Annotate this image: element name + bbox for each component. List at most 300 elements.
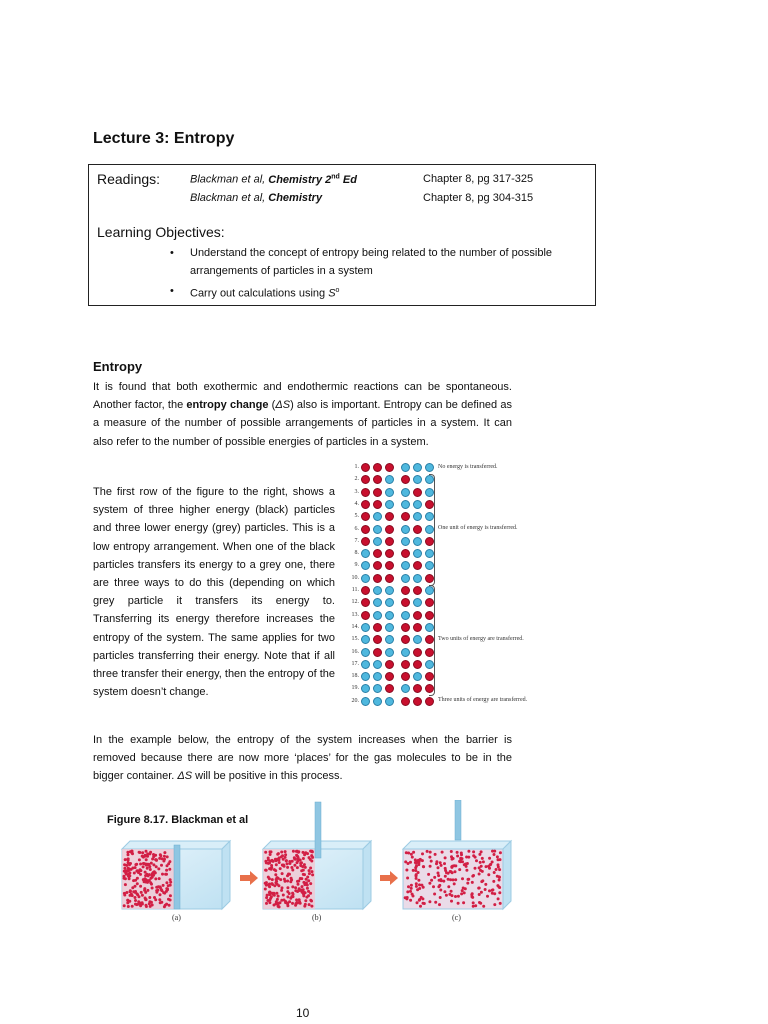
- low-energy-particle: [401, 537, 410, 546]
- gas-particle: [134, 899, 137, 902]
- gas-particle: [309, 892, 312, 895]
- group-label: Three units of energy are transferred.: [438, 697, 528, 704]
- gas-particle: [131, 894, 134, 897]
- gas-particle: [264, 882, 267, 885]
- gas-particle: [161, 873, 164, 876]
- gas-particle: [292, 850, 295, 853]
- gas-particle: [293, 858, 296, 861]
- gas-particle: [299, 862, 302, 865]
- gas-particle: [162, 860, 165, 863]
- low-energy-particle: [401, 574, 410, 583]
- gas-particle: [422, 902, 425, 905]
- gas-particle: [271, 878, 274, 881]
- low-energy-particle: [385, 635, 394, 644]
- gas-particle: [152, 863, 155, 866]
- gas-particle: [275, 892, 278, 895]
- gas-particle: [281, 864, 284, 867]
- low-energy-particle: [373, 512, 382, 521]
- gas-particle: [141, 894, 144, 897]
- gas-particle: [441, 851, 444, 854]
- row-number: 13.: [351, 611, 359, 618]
- caption-a: (a): [172, 913, 181, 922]
- gas-particle: [437, 872, 440, 875]
- gas-particle: [158, 898, 161, 901]
- gas-particle: [269, 860, 272, 863]
- gas-particle: [407, 885, 410, 888]
- low-energy-particle: [385, 648, 394, 657]
- gas-particle: [291, 869, 294, 872]
- high-energy-particle: [361, 463, 370, 472]
- low-energy-particle: [413, 512, 422, 521]
- gas-particle: [409, 899, 412, 902]
- gas-particle: [440, 864, 443, 867]
- row-number: 19.: [351, 685, 359, 692]
- row-number: 18.: [351, 673, 359, 680]
- gas-particle: [415, 874, 418, 877]
- low-energy-particle: [401, 525, 410, 534]
- gas-particle: [273, 904, 276, 907]
- gas-particle: [499, 851, 502, 854]
- high-energy-particle: [373, 549, 382, 558]
- low-energy-particle: [361, 648, 370, 657]
- gas-particle: [147, 874, 150, 877]
- gas-particle: [422, 865, 425, 868]
- low-energy-particle: [401, 648, 410, 657]
- gas-particle: [276, 883, 279, 886]
- gas-particle: [409, 890, 412, 893]
- gas-particle: [306, 887, 309, 890]
- gas-particle: [406, 877, 409, 880]
- gas-particle: [301, 885, 304, 888]
- gas-particle: [479, 869, 482, 872]
- gas-particle: [485, 865, 488, 868]
- high-energy-particle: [385, 660, 394, 669]
- gas-particle: [457, 895, 460, 898]
- container-b: [263, 802, 371, 909]
- gas-particle: [128, 868, 131, 871]
- gas-particle: [296, 866, 299, 869]
- gas-particle: [308, 903, 311, 906]
- gas-particle: [275, 863, 278, 866]
- paragraph-1: It is found that both exothermic and endothermic reactions can be spontaneous. Another factor, the entropy change (ΔS) also is important. Entropy can be defined as a measure of the number of possible arrangements of particles in a system. It can also refer to the number of possible energies of particles in a system.: [93, 381, 512, 448]
- gas-particle: [440, 879, 443, 882]
- gas-particle: [141, 901, 144, 904]
- gas-particle: [302, 891, 305, 894]
- gas-particle: [444, 867, 447, 870]
- gas-particle: [433, 893, 436, 896]
- gas-particle: [284, 853, 287, 856]
- gas-particle: [487, 873, 490, 876]
- gas-particle: [151, 904, 154, 907]
- gas-particle: [133, 872, 136, 875]
- low-energy-particle: [401, 684, 410, 693]
- caption-b: (b): [312, 913, 322, 922]
- gas-particle: [268, 885, 271, 888]
- low-energy-particle: [385, 500, 394, 509]
- gas-particle: [450, 850, 453, 853]
- gas-particle: [268, 867, 271, 870]
- gas-particle: [472, 901, 475, 904]
- gas-particle: [311, 873, 314, 876]
- high-energy-particle: [401, 549, 410, 558]
- gas-particle: [456, 855, 459, 858]
- gas-particle: [265, 902, 268, 905]
- low-energy-particle: [401, 500, 410, 509]
- gas-particle: [304, 866, 307, 869]
- gas-particle: [138, 858, 141, 861]
- gas-particle: [290, 877, 293, 880]
- low-energy-particle: [401, 463, 410, 472]
- low-energy-particle: [413, 475, 422, 484]
- gas-particle: [454, 870, 457, 873]
- gas-particle: [310, 854, 313, 857]
- particle-arrangement-figure: [341, 458, 529, 714]
- gas-particle: [286, 890, 289, 893]
- gas-particle: [169, 894, 172, 897]
- gas-particle: [298, 900, 301, 903]
- gas-particle: [434, 853, 437, 856]
- gas-particle: [157, 885, 160, 888]
- low-energy-particle: [373, 672, 382, 681]
- gas-particle: [275, 900, 278, 903]
- gas-particle: [268, 901, 271, 904]
- gas-particle: [148, 896, 151, 899]
- gas-particle: [459, 857, 462, 860]
- high-energy-particle: [413, 660, 422, 669]
- gas-particle: [123, 904, 126, 907]
- row-number: 11.: [351, 587, 359, 593]
- gas-particle: [295, 898, 298, 901]
- gas-particle: [147, 863, 150, 866]
- gas-particle: [416, 901, 419, 904]
- gas-particle: [297, 851, 300, 854]
- gas-particle: [127, 875, 130, 878]
- gas-particle: [460, 852, 463, 855]
- gas-particle: [139, 863, 142, 866]
- gas-particle: [136, 882, 139, 885]
- gas-particle: [157, 867, 160, 870]
- paragraph-3: In the example below, the entropy of the system increases when the barrier is removed because there are now more ‘places’ for the gas molecules to be in the bigger container. ΔS will be positive in this process.: [93, 734, 512, 783]
- reading-row-1: Blackman et al, Chemistry 2nd Ed: [190, 173, 357, 186]
- gas-particle: [274, 873, 277, 876]
- gas-particle: [499, 858, 502, 861]
- gas-particle: [481, 857, 484, 860]
- gas-expansion-svg: [100, 800, 530, 930]
- group-brace: [429, 474, 435, 585]
- group-brace: [429, 585, 435, 696]
- gas-particle: [493, 892, 496, 895]
- high-energy-particle: [413, 488, 422, 497]
- row-number: 12.: [351, 599, 359, 606]
- gas-particle: [159, 901, 162, 904]
- gas-particle: [294, 886, 297, 889]
- high-energy-particle: [413, 611, 422, 620]
- gas-particle: [279, 867, 282, 870]
- gas-particle: [420, 884, 423, 887]
- high-energy-particle: [373, 475, 382, 484]
- gas-particle: [411, 856, 414, 859]
- gas-particle: [428, 882, 431, 885]
- high-energy-particle: [401, 672, 410, 681]
- gas-particle: [433, 876, 436, 879]
- gas-particle: [169, 899, 172, 902]
- gas-particle: [145, 905, 148, 908]
- gas-particle: [143, 862, 146, 865]
- low-energy-particle: [373, 537, 382, 546]
- gas-particle: [134, 896, 137, 899]
- gas-particle: [417, 879, 420, 882]
- gas-particle: [155, 859, 158, 862]
- learning-objectives-label: Learning Objectives:: [97, 224, 225, 240]
- gas-particle: [472, 905, 475, 908]
- gas-particle: [435, 862, 438, 865]
- gas-particle: [139, 868, 142, 871]
- gas-particle: [294, 902, 297, 905]
- gas-particle: [439, 896, 442, 899]
- gas-particle: [451, 858, 454, 861]
- page-title: Lecture 3: Entropy: [93, 130, 235, 147]
- high-energy-particle: [401, 598, 410, 607]
- gas-particle: [410, 853, 413, 856]
- gas-particle: [291, 885, 294, 888]
- gas-particle: [137, 903, 140, 906]
- low-energy-particle: [385, 488, 394, 497]
- gas-particle: [478, 853, 481, 856]
- gas-particle: [445, 894, 448, 897]
- gas-particle: [306, 876, 309, 879]
- gas-particle: [495, 868, 498, 871]
- gas-particle: [412, 851, 415, 854]
- gas-particle: [482, 860, 485, 863]
- low-energy-particle: [373, 684, 382, 693]
- gas-particle: [309, 867, 312, 870]
- high-energy-particle: [413, 586, 422, 595]
- gas-particle: [498, 891, 501, 894]
- gas-particle: [159, 854, 162, 857]
- gas-particle: [166, 855, 169, 858]
- arrow-icon: [380, 871, 398, 885]
- gas-particle: [163, 905, 166, 908]
- gas-particle: [286, 904, 289, 907]
- gas-particle: [164, 873, 167, 876]
- high-energy-particle: [373, 500, 382, 509]
- gas-particle: [465, 856, 468, 859]
- gas-particle: [273, 868, 276, 871]
- high-energy-particle: [385, 463, 394, 472]
- gas-particle: [474, 904, 477, 907]
- gas-particle: [165, 869, 168, 872]
- gas-particle: [414, 866, 417, 869]
- gas-particle: [419, 858, 422, 861]
- gas-particle: [266, 894, 269, 897]
- gas-particle: [128, 900, 131, 903]
- gas-particle: [123, 875, 126, 878]
- gas-particle: [289, 880, 292, 883]
- high-energy-particle: [401, 586, 410, 595]
- gas-particle: [493, 903, 496, 906]
- gas-particle: [146, 867, 149, 870]
- gas-particle: [419, 905, 422, 908]
- low-energy-particle: [413, 463, 422, 472]
- row-number: 17.: [351, 660, 359, 667]
- gas-particle: [163, 892, 166, 895]
- low-energy-particle: [413, 635, 422, 644]
- gas-particle: [291, 892, 294, 895]
- gas-particle: [432, 885, 435, 888]
- gas-particle: [286, 880, 289, 883]
- gas-particle: [146, 855, 149, 858]
- gas-particle: [296, 890, 299, 893]
- gas-particle: [284, 880, 287, 883]
- gas-particle: [145, 850, 148, 853]
- objective-2: Carry out calculations using $S^o$: [190, 287, 340, 300]
- row-number: 7.: [354, 537, 359, 544]
- gas-particle: [453, 882, 456, 885]
- gas-particle: [471, 881, 474, 884]
- gas-particle: [155, 889, 158, 892]
- high-energy-particle: [385, 684, 394, 693]
- gas-particle: [428, 856, 431, 859]
- high-energy-particle: [373, 648, 382, 657]
- gas-particle: [464, 863, 467, 866]
- row-number: 2.: [354, 476, 359, 483]
- low-energy-particle: [361, 697, 370, 706]
- gas-particle: [141, 855, 144, 858]
- gas-particle: [144, 880, 147, 883]
- gas-particle: [405, 869, 408, 872]
- gas-particle: [449, 870, 452, 873]
- gas-particle: [417, 861, 420, 864]
- high-energy-particle: [361, 488, 370, 497]
- low-energy-particle: [385, 586, 394, 595]
- high-energy-particle: [373, 488, 382, 497]
- gas-particle: [296, 861, 299, 864]
- gas-particle: [461, 877, 464, 880]
- group-label: Two units of energy are transferred.: [438, 635, 524, 642]
- gas-particle: [272, 893, 275, 896]
- high-energy-particle: [361, 586, 370, 595]
- gas-particle: [311, 870, 314, 873]
- gas-particle: [169, 884, 172, 887]
- gas-particle: [127, 905, 130, 908]
- group-label: One unit of energy is transferred.: [438, 525, 518, 531]
- high-energy-particle: [385, 672, 394, 681]
- low-energy-particle: [361, 574, 370, 583]
- gas-particle: [284, 856, 287, 859]
- high-energy-particle: [373, 561, 382, 570]
- gas-particle: [444, 856, 447, 859]
- low-energy-particle: [413, 500, 422, 509]
- gas-particle: [126, 851, 129, 854]
- gas-particle: [309, 858, 312, 861]
- gas-particle: [264, 851, 267, 854]
- low-energy-particle: [385, 475, 394, 484]
- high-energy-particle: [425, 697, 434, 706]
- high-energy-particle: [361, 525, 370, 534]
- gas-particle: [127, 861, 130, 864]
- group-label: No energy is transferred.: [438, 463, 498, 470]
- gas-particle: [498, 886, 501, 889]
- gas-particle: [484, 888, 487, 891]
- gas-particle: [280, 889, 283, 892]
- gas-particle: [437, 874, 440, 877]
- gas-particle: [303, 863, 306, 866]
- gas-particle: [442, 880, 445, 883]
- high-energy-particle: [401, 635, 410, 644]
- low-energy-particle: [361, 635, 370, 644]
- readings-label: Readings:: [97, 171, 161, 187]
- gas-particle: [300, 889, 303, 892]
- gas-particle: [443, 862, 446, 865]
- low-energy-particle: [413, 672, 422, 681]
- gas-particle: [300, 869, 303, 872]
- high-energy-particle: [385, 512, 394, 521]
- reading-chapter-1: Chapter 8, pg 317-325: [423, 173, 534, 185]
- gas-particle: [498, 879, 501, 882]
- gas-particle: [438, 884, 441, 887]
- gas-particle: [165, 903, 168, 906]
- high-energy-particle: [373, 574, 382, 583]
- gas-particle: [134, 903, 137, 906]
- gas-particle: [293, 864, 296, 867]
- gas-particle: [125, 891, 128, 894]
- gas-particle: [462, 901, 465, 904]
- gas-particle: [162, 884, 165, 887]
- gas-particle: [278, 861, 281, 864]
- gas-particle: [270, 864, 273, 867]
- gas-particle: [286, 902, 289, 905]
- gas-particle: [302, 881, 305, 884]
- gas-particle: [467, 850, 470, 853]
- gas-particle: [277, 905, 280, 908]
- high-energy-particle: [373, 463, 382, 472]
- gas-particle: [496, 875, 499, 878]
- reading-chapter-2: Chapter 8, pg 304-315: [423, 192, 534, 204]
- gas-particle: [151, 858, 154, 861]
- gas-particle: [482, 905, 485, 908]
- gas-particle: [149, 868, 152, 871]
- gas-particle: [416, 888, 419, 891]
- row-number: 14.: [351, 623, 359, 630]
- gas-particle: [412, 869, 415, 872]
- gas-particle: [410, 887, 413, 890]
- gas-particle: [467, 878, 470, 881]
- high-energy-particle: [413, 648, 422, 657]
- gas-particle: [307, 879, 310, 882]
- reading-row-2: Blackman et al, Chemistry: [190, 192, 323, 204]
- gas-particle: [142, 865, 145, 868]
- high-energy-particle: [361, 611, 370, 620]
- gas-particle: [421, 852, 424, 855]
- gas-particle: [430, 860, 433, 863]
- gas-particle: [474, 867, 477, 870]
- gas-particle: [406, 890, 409, 893]
- gas-particle: [291, 902, 294, 905]
- gas-particle: [308, 869, 311, 872]
- high-energy-particle: [385, 525, 394, 534]
- row-number: 8.: [354, 550, 359, 557]
- gas-particle: [415, 885, 418, 888]
- gas-particle: [168, 868, 171, 871]
- gas-particle: [148, 852, 151, 855]
- gas-particle: [470, 893, 473, 896]
- low-energy-particle: [401, 488, 410, 497]
- gas-particle: [267, 876, 270, 879]
- low-energy-particle: [373, 660, 382, 669]
- gas-particle: [281, 886, 284, 889]
- gas-particle: [461, 889, 464, 892]
- gas-particle: [492, 880, 495, 883]
